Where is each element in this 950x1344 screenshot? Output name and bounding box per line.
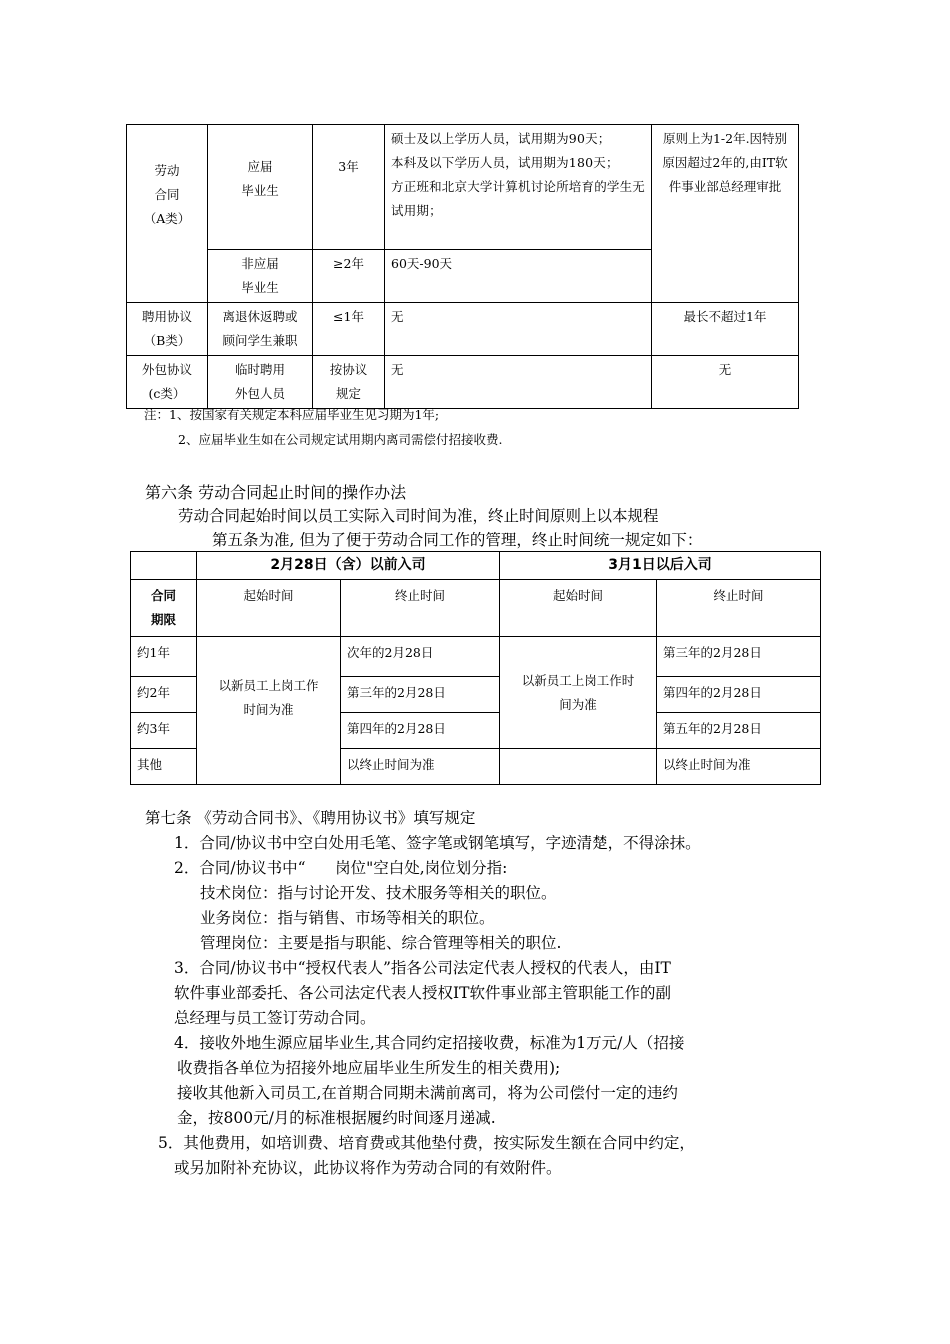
- contract-term-table: [130, 551, 821, 785]
- header-after-mar1: 3月1日以后入司: [500, 552, 821, 580]
- contract-type-table: [126, 124, 799, 409]
- contract-b-term: ≤1年: [313, 303, 385, 356]
- section-7-item-2c: 管理岗位：主要是指与职能、综合管理等相关的职位.: [200, 934, 562, 952]
- non-fresh-graduate-probation: 60天-90天: [385, 250, 652, 303]
- header-before-feb28: 2月28日（含）以前入司: [197, 552, 500, 580]
- section-6-title: 第六条 劳动合同起止时间的操作办法: [145, 483, 407, 502]
- start-value-right: 以新员工上岗工作时 间为准: [500, 637, 657, 749]
- non-fresh-graduate-term: ≥2年: [313, 250, 385, 303]
- end-right-row-1: 第三年的2月28日: [657, 637, 821, 677]
- section-7-item-3-line2: 软件事业部委托、各公司法定代表人授权IT软件事业部主管职能工作的副: [174, 984, 671, 1002]
- contract-a-remark: 原则上为1-2年.因特别原因超过2年的,由IT软件事业部总经理审批: [652, 125, 799, 303]
- end-right-row-3: 第五年的2月28日: [657, 713, 821, 749]
- term-row-4: 其他: [131, 749, 197, 785]
- contract-c-remark: 无: [652, 356, 799, 409]
- contract-type-c: 外包协议 (c类）: [127, 356, 208, 409]
- section-7-item-4-line1: 4．接收外地生源应届毕业生,其合同约定招接收费，标准为1万元/人（招接: [174, 1034, 685, 1052]
- contract-b-remark: 最长不超过1年: [652, 303, 799, 356]
- section-7-item-3-line3: 总经理与员工签订劳动合同。: [174, 1009, 376, 1027]
- term-row-3: 约3年: [131, 713, 197, 749]
- end-left-row-4: 以终止时间为准: [341, 749, 500, 785]
- section-7-item-4-line2: 收费指各单位为招接外地应届毕业生所发生的相关费用);: [177, 1059, 561, 1077]
- end-right-row-4: 以终止时间为准: [657, 749, 821, 785]
- section-7-item-1: 1．合同/协议书中空白处用毛笔、签字笔或钢笔填写，字迹清楚，不得涂抹。: [174, 834, 701, 852]
- contract-c-subject: 临时聘用 外包人员: [208, 356, 313, 409]
- section-7-title: 第七条 《劳动合同书》、《聘用协议书》填写规定: [145, 809, 476, 827]
- section-6-para-line2: 第五条为准, 但为了便于劳动合同工作的管理，终止时间统一规定如下：: [212, 531, 703, 549]
- col-end-left: 终止时间: [341, 580, 500, 637]
- note-2: 2、应届毕业生如在公司规定试用期内离司需偿付招接收费.: [178, 432, 503, 447]
- section-6-para-line1: 劳动合同起始时间以员工实际入司时间为准，终止时间原则上以本规程: [178, 507, 659, 525]
- note-1: 注：1、按国家有关规定本科应届毕业生见习期为1年;: [144, 407, 440, 422]
- contract-b-subject: 离退休返聘或 顾问学生兼职: [208, 303, 313, 356]
- section-7-item-2b: 业务岗位：指与销售、市场等相关的职位。: [200, 909, 495, 927]
- start-value-left: 以新员工上岗工作 时间为准: [197, 637, 341, 785]
- contract-b-probation: 无: [385, 303, 652, 356]
- col-start-left: 起始时间: [197, 580, 341, 637]
- end-left-row-1: 次年的2月28日: [341, 637, 500, 677]
- col-start-right: 起始时间: [500, 580, 657, 637]
- term-row-1: 约1年: [131, 637, 197, 677]
- end-left-row-3: 第四年的2月28日: [341, 713, 500, 749]
- col-contract-term: 合同 期限: [131, 580, 197, 637]
- fresh-graduate-term: 3年: [313, 125, 385, 250]
- non-fresh-graduate-label: 非应届 毕业生: [208, 250, 313, 303]
- corner-cell: [131, 552, 197, 580]
- contract-c-term: 按协议 规定: [313, 356, 385, 409]
- fresh-graduate-label: 应届 毕业生: [208, 125, 313, 250]
- section-7-item-3-line1: 3．合同/协议书中“授权代表人”指各公司法定代表人授权的代表人，由IT: [174, 959, 671, 977]
- end-right-row-2: 第四年的2月28日: [657, 677, 821, 713]
- col-end-right: 终止时间: [657, 580, 821, 637]
- section-7-item-5-line2: 或另加附补充协议，此协议将作为劳动合同的有效附件。: [174, 1159, 562, 1177]
- section-7-item-2: 2．合同/协议书中“ 岗位"空白处,岗位划分指:: [174, 859, 508, 877]
- contract-c-probation: 无: [385, 356, 652, 409]
- empty-cell: [500, 749, 657, 785]
- contract-type-b: 聘用协议 （B类）: [127, 303, 208, 356]
- section-7-item-4-line4: 金，按800元/月的标准根据履约时间逐月递减.: [177, 1109, 496, 1127]
- section-7-item-5-line1: 5．其他费用，如培训费、培育费或其他垫付费，按实际发生额在合同中约定，: [158, 1134, 695, 1152]
- term-row-2: 约2年: [131, 677, 197, 713]
- fresh-graduate-probation: 硕士及以上学历人员，试用期为90天； 本科及以下学历人员，试用期为180天； 方正班和北京大学计算机讨论所培育的学生无试用期；: [385, 125, 652, 250]
- section-7-item-4-line3: 接收其他新入司员工,在首期合同期未满前离司，将为公司偿付一定的违约: [177, 1084, 678, 1102]
- end-left-row-2: 第三年的2月28日: [341, 677, 500, 713]
- section-7-item-2a: 技术岗位：指与讨论开发、技术服务等相关的职位。: [200, 884, 557, 902]
- contract-type-a: 劳动 合同 （A类）: [127, 125, 208, 303]
